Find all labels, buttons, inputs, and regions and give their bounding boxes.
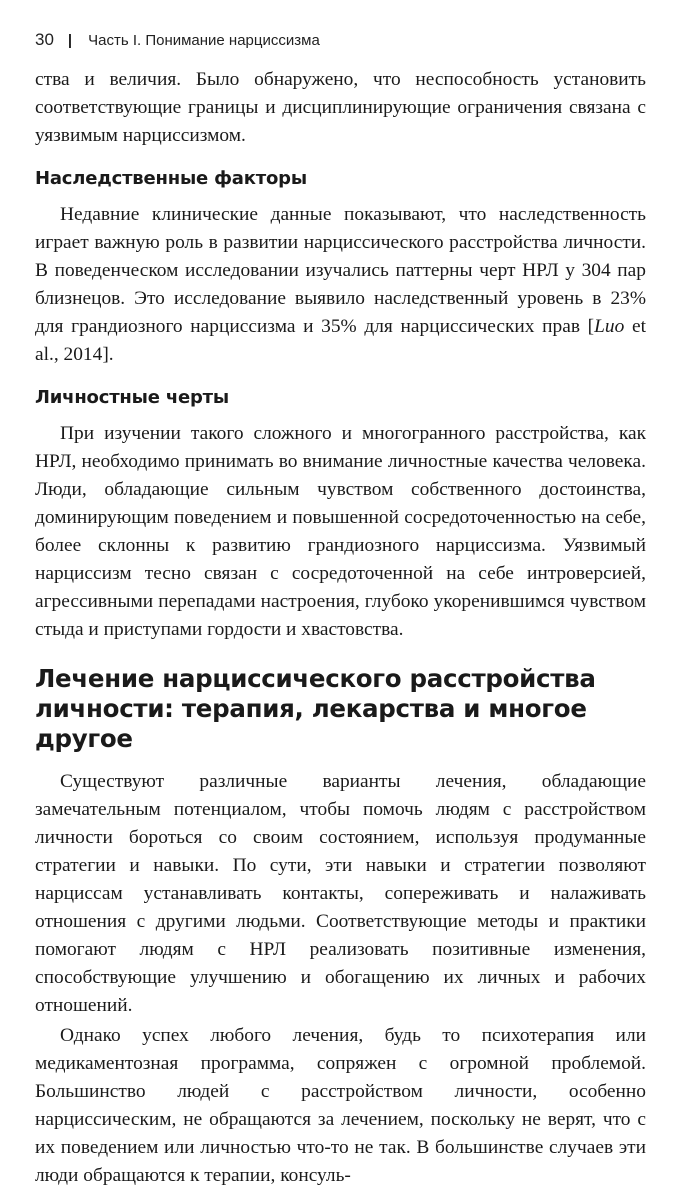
heredity-paragraph bbox=[35, 201, 646, 369]
personality-heading: Личностные черты bbox=[35, 387, 229, 408]
header-separator: | bbox=[67, 31, 73, 49]
running-header bbox=[35, 30, 646, 50]
treatment-paragraph-2: Однако успех любого лечения, будь то психотерапия или медикаментозная программа, сопряжен с огромной проблемой. Большинство людей с расстройством личности, особенно нарциссическим, не обращаются за лечением, поскольку не верят, что с их поведением или личностью что-то не так. В большинстве случаев эти люди обращаются к терапии, консуль- bbox=[35, 1025, 646, 1186]
personality-paragraph: При изучении такого сложного и многогранного расстройства, как НРЛ, необходимо принимать во внимание личностные качества человека. Люди, обладающие сильным чувством собственного достоинства, доминирующим поведением и повышенной сосредоточенностью на себе, более склонны к развитию грандиозного нарциссизма. Уязвимый нарциссизм тесно связан с сосредоточенной на себе интроверсией, агрессивными перепадами настроения, глубоко укоренившимся чувством стыда и приступами гордости и хвастовства. bbox=[35, 423, 646, 640]
running-title: Часть I. Понимание нарциссизма bbox=[88, 31, 320, 49]
treatment-heading: Лечение нарциссического расстройства личности: терапия, лекарства и многое другое bbox=[35, 664, 596, 753]
citation-author: Luo bbox=[594, 316, 625, 337]
heredity-paragraph-text: Недавние клинические данные показывают, что наследственность играет важную роль в развитии нарциссического расстройства личности. В поведенческом исследовании изучались паттерны черт НРЛ у 304 пар близнецов. Это исследование выявило наследственный уровень в 23% для грандиозного нарциссизма и 35% для нарциссических прав [ bbox=[35, 204, 646, 337]
heredity-heading: Наследственные факторы bbox=[35, 168, 307, 189]
treatment-paragraph-1: Существуют различные варианты лечения, обладающие замечательным потенциалом, чтобы помочь людям с расстройством личности бороться со своим состоянием, используя продуманные стратегии и навыки. По сути, эти навыки и стратегии позволяют нарциссам устанавливать контакты, сопереживать и налаживать отношения с другими людьми. Соответствующие методы и практики помогают людям с НРЛ реализовать позитивные изменения, способствующие улучшению и обогащению их личных и рабочих отношений. bbox=[35, 771, 646, 1016]
citation-rest: et al., 2014]. bbox=[35, 316, 646, 365]
intro-paragraph: ства и величия. Было обнаружено, что неспособность установить соответствующие границы и дисциплинирующие ограничения связана с уязвимым нарциссизмом. bbox=[35, 69, 646, 146]
page-content bbox=[35, 66, 646, 1190]
page-number: 30 bbox=[35, 30, 54, 49]
